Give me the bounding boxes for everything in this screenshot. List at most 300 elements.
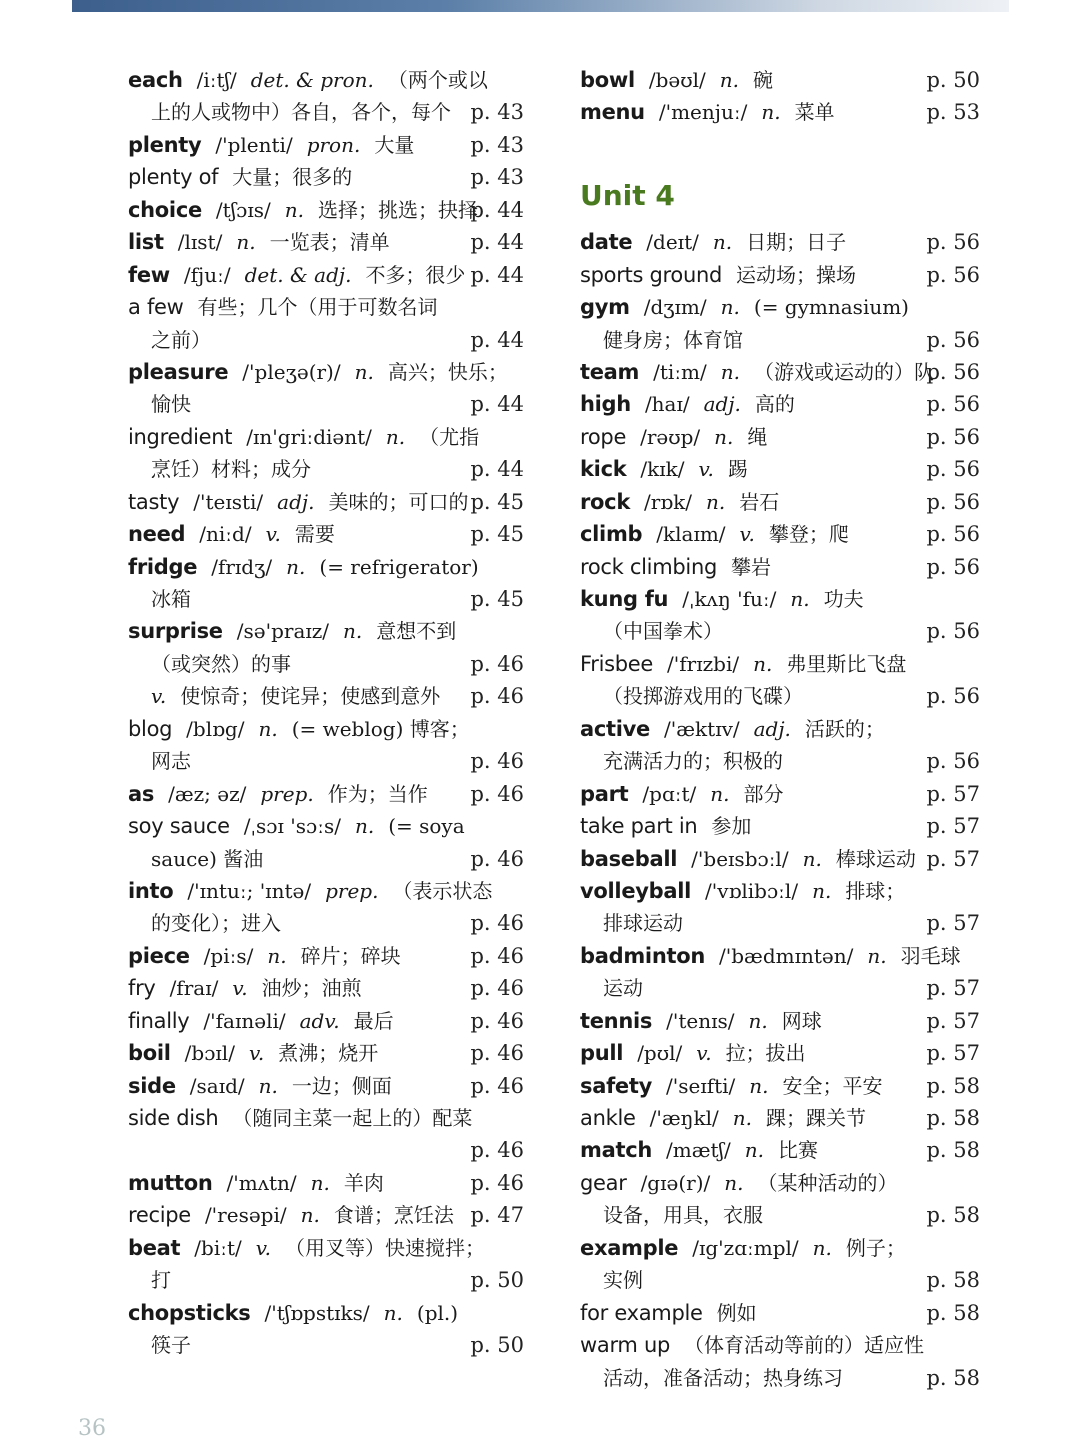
page-ref: p. 56 (926, 457, 980, 482)
vocab-line (128, 940, 524, 972)
entry-text (128, 226, 404, 259)
vocab-line (580, 1264, 980, 1296)
entry-text (151, 1329, 205, 1362)
vocab-line (580, 648, 980, 680)
definition: 网志 (151, 749, 191, 774)
phonetic: /ɪg'zɑːmpl/ (692, 1235, 799, 1260)
vocab-line (128, 324, 524, 356)
vocab-line (580, 388, 980, 420)
definition: 不多；很少 (365, 262, 466, 287)
definition: 活动，准备活动；热身练习 (603, 1365, 843, 1390)
definition: 高的 (754, 392, 795, 417)
vocab-line (580, 875, 980, 907)
headword: active (580, 716, 650, 741)
phonetic: /'tenɪs/ (666, 1008, 735, 1033)
phonetic: /'mʌtn/ (226, 1170, 297, 1195)
page-ref: p. 44 (470, 457, 524, 482)
vocab-line (580, 1134, 980, 1166)
entry-text (580, 810, 765, 843)
phrase: tasty (128, 489, 180, 514)
entry-text (580, 1102, 880, 1135)
definition: （随同主菜一起上的）配菜 (232, 1106, 473, 1130)
phonetic: /lɪst/ (177, 230, 223, 255)
part-of-speech: n. (354, 359, 374, 384)
part-of-speech: n. (744, 1138, 764, 1163)
phonetic: /tʃɔɪs/ (215, 197, 271, 222)
entry-text (151, 583, 205, 616)
entry-text (128, 1297, 472, 1330)
headword: side (128, 1073, 176, 1098)
phonetic: /ɪn'griːdiənt/ (246, 424, 372, 449)
phrase: finally (128, 1008, 190, 1033)
page-ref: p. 58 (926, 1365, 980, 1390)
entry-text (151, 648, 305, 681)
definition: （尤指 (419, 424, 480, 449)
headword: each (128, 68, 183, 92)
phonetic: /'bædmɪntən/ (718, 943, 854, 968)
definition: 烹饪）材料；成分 (151, 457, 311, 482)
part-of-speech: prep. (325, 878, 379, 903)
page-ref: p. 46 (470, 781, 524, 806)
part-of-speech: n. (753, 651, 773, 676)
entry-text (128, 551, 493, 584)
vocab-line (128, 96, 524, 128)
vocab-line (128, 551, 524, 583)
headword: piece (128, 943, 190, 968)
part-of-speech: n. (286, 554, 306, 579)
part-of-speech: v. (248, 1041, 265, 1066)
vocab-line (580, 226, 980, 258)
entry-text (128, 1199, 468, 1232)
page-ref: p. 46 (470, 1008, 524, 1033)
phonetic: /saɪd/ (189, 1073, 245, 1098)
vocab-line (128, 64, 524, 96)
vocab-line (580, 940, 980, 972)
page-ref: p. 46 (470, 1170, 524, 1195)
vocab-line (580, 810, 980, 842)
definition: 日期；日子 (746, 230, 847, 255)
entry-text (151, 388, 205, 421)
phrase: a few (128, 295, 184, 320)
part-of-speech: n. (712, 230, 733, 255)
part-of-speech: adj. (703, 392, 741, 417)
definition: 冰箱 (151, 587, 191, 611)
definition: 部分 (743, 781, 784, 806)
vocab-line (580, 1070, 980, 1102)
page-ref: p. 53 (926, 100, 980, 125)
definition: 之前） (151, 327, 211, 352)
part-of-speech: n. (719, 68, 740, 92)
page-ref: p. 56 (926, 489, 980, 514)
phrase: plenty of (128, 165, 219, 190)
phonetic: /pɑːt/ (642, 781, 697, 806)
page-ref: p. 56 (926, 684, 980, 709)
headword: kung fu (580, 587, 669, 612)
part-of-speech: n. (310, 1170, 330, 1195)
vocab-line (128, 388, 524, 420)
phrase: ingredient (128, 424, 233, 449)
part-of-speech: n. (790, 587, 810, 612)
entry-text (128, 972, 376, 1005)
phonetic: /deɪt/ (646, 230, 699, 255)
vocab-line (128, 1005, 524, 1037)
definition: 大量 (374, 132, 415, 157)
page-ref: p. 44 (470, 327, 524, 352)
part-of-speech: n. (258, 716, 278, 741)
definition: 上的人或物中）各自，各个，每个 (151, 100, 451, 125)
page-ref: p. 46 (470, 1041, 524, 1066)
phrase: sports ground (580, 262, 723, 287)
vocab-line (128, 810, 524, 842)
headword: choice (128, 197, 202, 222)
right-column (580, 64, 980, 1394)
entry-text (128, 940, 415, 973)
definition: sauce) 酱油 (151, 846, 264, 871)
vocab-line (580, 1037, 980, 1069)
part-of-speech: n. (802, 846, 822, 871)
headword: tennis (580, 1008, 653, 1033)
headword: part (580, 781, 629, 806)
vocab-line (128, 615, 524, 647)
entry-text (128, 64, 502, 97)
vocab-line (580, 324, 980, 356)
phonetic: /'frɪzbi/ (667, 651, 740, 676)
definition: 比赛 (777, 1138, 818, 1163)
phonetic: /klaɪm/ (656, 522, 726, 547)
definition: 油炒；油煎 (261, 976, 362, 1001)
vocab-line (128, 907, 524, 939)
vocab-line (580, 972, 980, 1004)
definition: 参加 (711, 814, 752, 839)
page-ref: p. 56 (926, 619, 980, 644)
entry-text (580, 875, 919, 908)
definition: 例子； (845, 1235, 906, 1260)
headword: team (580, 359, 640, 384)
vocab-line (128, 356, 524, 388)
phonetic: /'resəpi/ (204, 1203, 287, 1228)
page-ref: p. 56 (926, 359, 980, 384)
definition: 攀岩 (730, 554, 771, 579)
entry-text (580, 226, 860, 259)
page-ref: p. 57 (926, 846, 980, 871)
entry-text (128, 1037, 392, 1070)
vocab-line (580, 680, 980, 712)
definition: （表示状态 (392, 878, 493, 903)
phonetic: /niːd/ (199, 522, 252, 547)
definition: 的变化）；进入 (151, 911, 281, 936)
page-ref: p. 46 (470, 846, 524, 871)
phonetic: /'vɒlibɔːl/ (705, 878, 799, 903)
phonetic: /'ɪntuː; 'ɪntə/ (187, 878, 312, 903)
part-of-speech: n. (732, 1106, 753, 1131)
entry-text (580, 388, 809, 421)
unit-title: Unit 4 (580, 179, 675, 213)
vocab-line (580, 64, 980, 96)
phonetic: /sə'praɪz/ (236, 619, 330, 644)
headword: as (128, 781, 155, 806)
headword: into (128, 878, 174, 903)
definition: (= weblog) 博客； (291, 716, 470, 741)
vocab-line (580, 551, 980, 583)
definition: 羽毛球 (900, 943, 961, 968)
headword: safety (580, 1073, 652, 1098)
entry-text (128, 875, 506, 908)
entry-text (128, 615, 470, 648)
headword: surprise (128, 619, 223, 644)
definition: 拉；拔出 (725, 1041, 806, 1066)
vocab-line (128, 486, 524, 518)
headword: climb (580, 522, 643, 547)
definition: 美味的；可口的 (328, 489, 469, 514)
vocab-line (580, 1005, 980, 1037)
entry-text (151, 843, 277, 876)
phonetic: /'teɪsti/ (193, 489, 264, 514)
entry-text (580, 648, 920, 681)
phrase: Frisbee (580, 651, 654, 676)
entry-text (580, 551, 785, 584)
part-of-speech: n. (761, 100, 781, 125)
phonetic: /kɪk/ (640, 457, 685, 482)
part-of-speech: v. (232, 976, 248, 1001)
phonetic: /biːt/ (194, 1235, 242, 1260)
definition: 设备，用具，衣服 (603, 1203, 763, 1228)
entry-text (580, 259, 870, 292)
headword: mutton (128, 1170, 213, 1195)
entry-text (128, 486, 482, 519)
phrase: gear (580, 1170, 627, 1195)
vocab-line (128, 843, 524, 875)
phonetic: /blɒg/ (186, 716, 245, 741)
definition: 弗里斯比飞盘 (786, 651, 907, 676)
phonetic: /haɪ/ (644, 392, 690, 417)
entry-text (128, 1070, 406, 1103)
headword: gym (580, 295, 630, 320)
phonetic: /'seɪfti/ (665, 1073, 736, 1098)
entry-text (151, 1264, 185, 1297)
page-ref: p. 46 (470, 651, 524, 676)
definition: 踝；踝关节 (766, 1106, 867, 1131)
entry-text (151, 324, 225, 357)
headword: high (580, 392, 631, 417)
part-of-speech: n. (284, 197, 304, 222)
definition: 碗 (753, 68, 774, 92)
part-of-speech: n. (343, 619, 363, 644)
definition: （或突然）的事 (151, 651, 291, 676)
headword: match (580, 1138, 652, 1163)
phrase: ankle (580, 1106, 636, 1131)
vocab-line (580, 1362, 980, 1394)
headword: list (128, 230, 164, 255)
page-ref: p. 57 (926, 814, 980, 839)
phonetic: /rəʊp/ (640, 424, 701, 449)
vocab-line (580, 583, 980, 615)
page-ref: p. 50 (926, 68, 980, 92)
phonetic: /tiːm/ (653, 359, 707, 384)
definition: 踢 (727, 457, 748, 482)
entry-text (580, 778, 798, 811)
vocab-line (128, 291, 524, 323)
definition: (pl.) (416, 1300, 459, 1325)
definition: 健身房；体育馆 (603, 327, 743, 352)
page-ref: p. 45 (470, 522, 524, 547)
entry-text (580, 421, 781, 454)
vocab-line (128, 1199, 524, 1231)
entry-text (128, 1005, 408, 1038)
page-ref: p. 44 (470, 197, 524, 222)
part-of-speech: n. (236, 230, 256, 255)
definition: 一边；侧面 (291, 1073, 392, 1098)
vocab-line (580, 259, 980, 291)
definition: （体育活动等前的）适应性 (683, 1333, 924, 1358)
left-column (128, 64, 524, 1362)
entry-text (128, 129, 428, 162)
entry-text (580, 583, 878, 616)
definition: （用叉等）快速搅拌； (285, 1235, 486, 1260)
part-of-speech: n. (705, 489, 726, 514)
part-of-speech: n. (720, 295, 740, 320)
vocab-line (580, 778, 980, 810)
page-ref: p. 56 (926, 424, 980, 449)
part-of-speech: v. (255, 1235, 272, 1260)
vocab-line (128, 1167, 524, 1199)
definition: 有些；几个（用于可数名词 (197, 295, 438, 320)
entry-text (128, 810, 479, 843)
vocab-line (580, 453, 980, 485)
entry-text (580, 96, 849, 129)
phonetic: /bɔɪl/ (184, 1041, 235, 1066)
vocab-line (128, 453, 524, 485)
definition: 绳 (747, 424, 768, 449)
entry-text (580, 1329, 938, 1362)
vocab-line (580, 96, 980, 128)
definition: 攀登；爬 (768, 522, 849, 547)
definition: 碎片；碎块 (300, 943, 401, 968)
part-of-speech: n. (812, 1235, 832, 1260)
definition: (= refrigerator) (319, 554, 479, 579)
definition: (= gymnasium) (753, 295, 909, 320)
page-ref: p. 44 (470, 262, 524, 287)
vocab-line (580, 291, 980, 323)
part-of-speech: n. (812, 878, 832, 903)
page-ref: p. 44 (470, 392, 524, 417)
vocab-line (128, 1070, 524, 1102)
definition: 功夫 (823, 587, 864, 612)
phrase: rope (580, 424, 627, 449)
definition: 棒球运动 (835, 846, 916, 871)
vocab-line (128, 518, 524, 550)
page-ref: p. 58 (926, 1073, 980, 1098)
entry-text (128, 161, 366, 194)
page-ref: p. 46 (470, 1138, 524, 1163)
headword: volleyball (580, 878, 692, 903)
vocab-line (128, 713, 524, 745)
entry-text (580, 843, 930, 876)
vocab-line (128, 226, 524, 258)
page-ref: p. 58 (926, 1300, 980, 1325)
entry-text (603, 907, 697, 940)
part-of-speech: n. (258, 1073, 278, 1098)
definition: 排球运动 (603, 911, 683, 936)
vocab-line (580, 1232, 980, 1264)
phonetic: /ˌsɔɪ 'sɔːs/ (243, 814, 341, 839)
vocab-line (580, 1297, 980, 1329)
page-ref: p. 56 (926, 392, 980, 417)
vocab-line (580, 486, 980, 518)
definition: 运动场；操场 (736, 262, 857, 287)
definition: 菜单 (794, 100, 835, 125)
page-number: 36 (78, 1416, 106, 1441)
phrase: fry (128, 976, 156, 1001)
page-ref: p. 58 (926, 1203, 980, 1228)
vocab-line (128, 1329, 524, 1361)
part-of-speech: n. (354, 814, 375, 839)
headword: pleasure (128, 359, 229, 384)
vocab-line (128, 259, 524, 291)
definition: 作为；当作 (327, 781, 428, 806)
page-ref: p. 46 (470, 1073, 524, 1098)
entry-text (151, 745, 205, 778)
headword: kick (580, 457, 627, 482)
vocab-line (128, 161, 524, 193)
entry-text (603, 1264, 657, 1297)
headword: boil (128, 1041, 171, 1066)
phrase: side dish (128, 1106, 219, 1130)
entry-text (580, 1167, 912, 1200)
entry-text (603, 324, 757, 357)
phonetic: /ˌkʌŋ 'fuː/ (682, 587, 777, 612)
vocab-line (128, 1264, 524, 1296)
entry-text (128, 194, 492, 227)
entry-text (128, 421, 493, 454)
vocab-line (580, 421, 980, 453)
part-of-speech: n. (714, 424, 734, 449)
definition: 选择；挑选；抉择 (317, 197, 478, 222)
page-ref: p. 56 (926, 749, 980, 774)
section-gap (580, 129, 980, 161)
vocab-line (580, 1199, 980, 1231)
header-bar (72, 0, 1009, 12)
definition: 煮沸；烧开 (278, 1041, 379, 1066)
definition: （投掷游戏用的飞碟） (603, 684, 803, 709)
definition: 充满活力的；积极的 (603, 749, 783, 774)
entry-text (151, 96, 465, 129)
definition: （中国拳术） (603, 619, 723, 644)
entry-text (580, 291, 923, 324)
phonetic: /'beɪsbɔːl/ (691, 846, 789, 871)
headword: baseball (580, 846, 678, 871)
vocab-line (580, 843, 980, 875)
vocab-line (128, 972, 524, 1004)
page-ref: p. 56 (926, 327, 980, 352)
page-ref: p. 43 (470, 165, 524, 190)
page-ref: p. 46 (470, 749, 524, 774)
vocab-line (128, 1134, 524, 1166)
part-of-speech: prep. (260, 781, 314, 806)
page-ref: p. 58 (926, 1268, 980, 1293)
vocab-line (580, 745, 980, 777)
entry-text (151, 680, 454, 713)
entry-text (580, 1134, 832, 1167)
part-of-speech: n. (383, 1300, 403, 1325)
page-ref: p. 57 (926, 1008, 980, 1033)
entry-text (580, 453, 762, 486)
definition: 例如 (716, 1300, 757, 1325)
phonetic: /'menjuː/ (658, 100, 748, 125)
phonetic: /æz; əz/ (168, 781, 247, 806)
page-ref: p. 46 (470, 976, 524, 1001)
vocab-line (128, 648, 524, 680)
phrase: soy sauce (128, 814, 230, 839)
